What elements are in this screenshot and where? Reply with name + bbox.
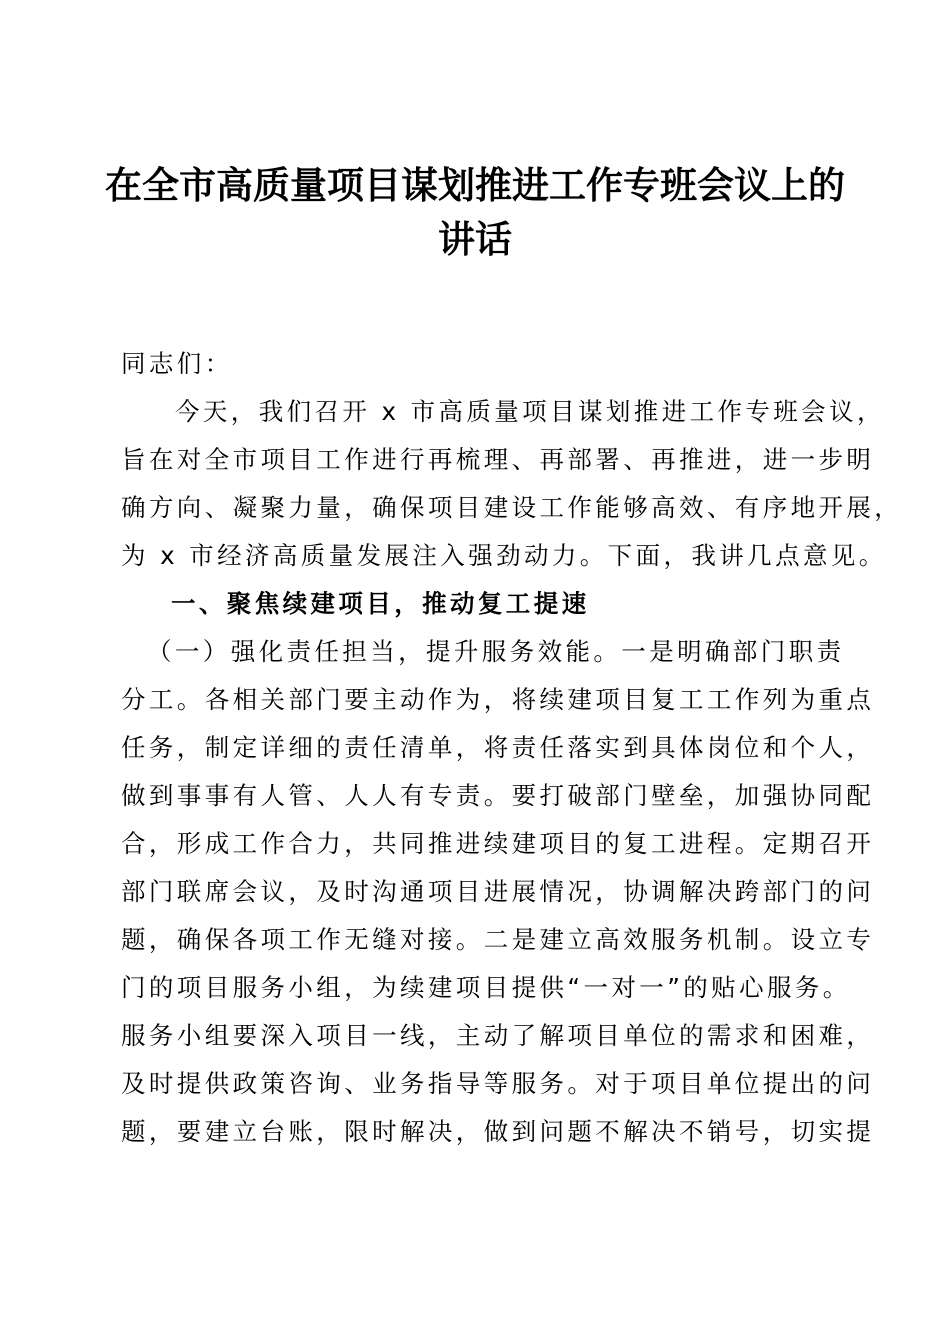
paragraph-line: 门的项目服务小组，为续建项目提供“一对一”的贴心服务。 <box>121 973 851 1002</box>
paragraph-line: （一）强化责任担当，提升服务效能。一是明确部门职责 <box>147 637 845 666</box>
document-title <box>100 158 850 266</box>
paragraph-line: 及时提供政策咨询、业务指导等服务。对于项目单位提出的问 <box>121 1069 875 1098</box>
title-line-1: 在全市高质量项目谋划推进工作专班会议上的 <box>105 163 845 207</box>
document-body <box>121 340 903 1156</box>
title-line-2: 讲话 <box>438 217 512 261</box>
paragraph-line: 部门联席会议，及时沟通项目进展情况，协调解决跨部门的问 <box>121 877 875 906</box>
paragraph-line: 分工。各相关部门要主动作为，将续建项目复工工作列为重点 <box>121 685 875 714</box>
paragraph-line: 今天，我们召开 x 市高质量项目谋划推进工作专班会议， <box>175 397 885 426</box>
paragraph-line: 题，要建立台账，限时解决，做到问题不解决不销号，切实提 <box>121 1117 875 1146</box>
paragraph-line: 任务，制定详细的责任清单，将责任落实到具体岗位和个人， <box>121 733 875 762</box>
paragraph-line: 确方向、凝聚力量，确保项目建设工作能够高效、有序地开展， <box>121 493 903 522</box>
paragraph-line: 题，确保各项工作无缝对接。二是建立高效服务机制。设立专 <box>121 925 875 954</box>
paragraph-line: 为 x 市经济高质量发展注入强劲动力。下面，我讲几点意见。 <box>121 541 887 570</box>
section-heading: 一、聚焦续建项目，推动复工提速 <box>171 589 590 618</box>
paragraph-line: 做到事事有人管、人人有专责。要打破部门壁垒，加强协同配 <box>121 781 875 810</box>
salutation: 同志们： <box>121 349 233 378</box>
paragraph-line: 合，形成工作合力，共同推进续建项目的复工进程。定期召开 <box>121 829 875 858</box>
paragraph-line: 服务小组要深入项目一线，主动了解项目单位的需求和困难， <box>121 1021 875 1050</box>
paragraph-line: 旨在对全市项目工作进行再梳理、再部署、再推进，进一步明 <box>121 445 875 474</box>
